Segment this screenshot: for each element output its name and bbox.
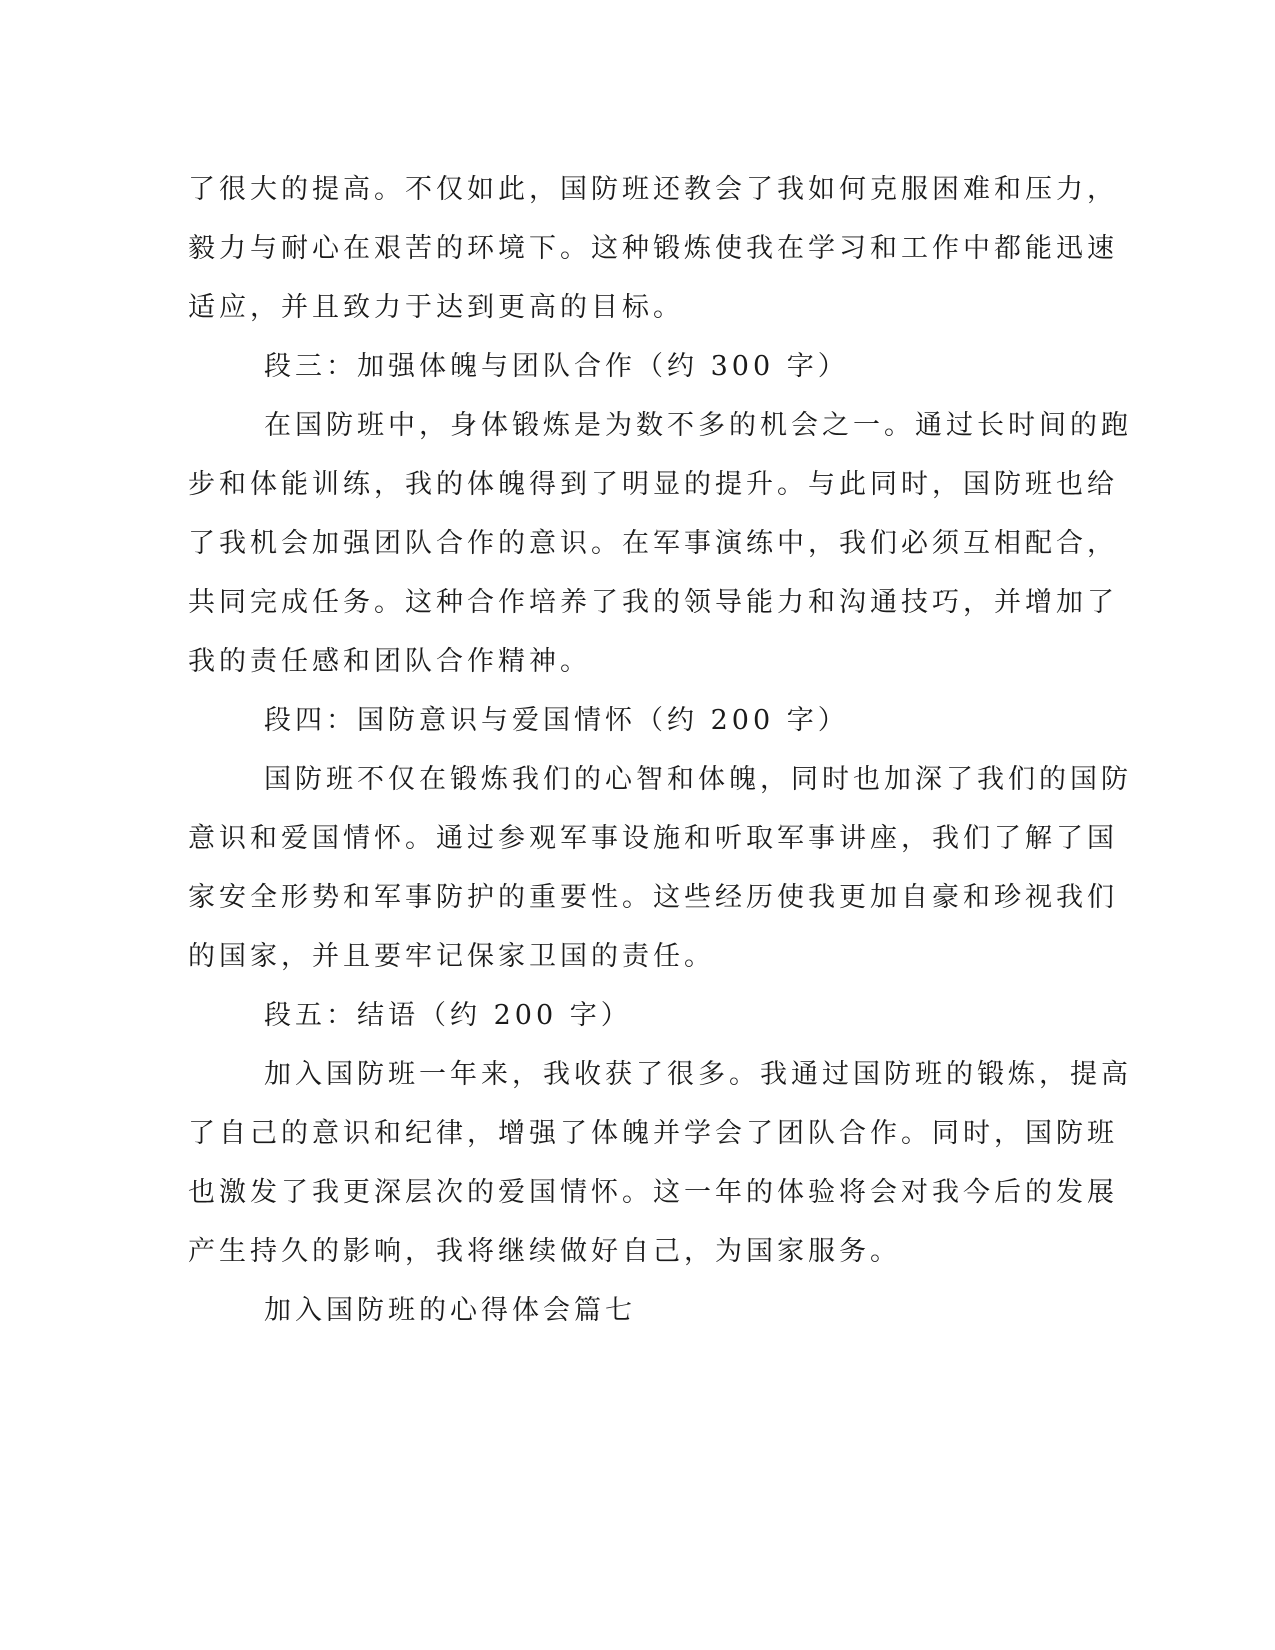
section-heading: 段三：加强体魄与团队合作（约 300 字）: [264, 351, 849, 382]
paragraph-line: 加入国防班一年来，我收获了很多。我通过国防班的锻炼，提高: [264, 1059, 1132, 1090]
paragraph-line: 了我机会加强团队合作的意识。在军事演练中，我们必须互相配合，: [188, 528, 1118, 559]
paragraph-line: 也激发了我更深层次的爱国情怀。这一年的体验将会对我今后的发展: [188, 1177, 1118, 1208]
paragraph-line: 了自己的意识和纪律，增强了体魄并学会了团队合作。同时，国防班: [188, 1118, 1118, 1149]
paragraph-line: 我的责任感和团队合作精神。: [188, 646, 591, 677]
paragraph-line: 毅力与耐心在艰苦的环境下。这种锻炼使我在学习和工作中都能迅速: [188, 233, 1118, 264]
paragraph-line: 了很大的提高。不仅如此，国防班还教会了我如何克服困难和压力，: [188, 174, 1118, 205]
paragraph-line: 意识和爱国情怀。通过参观军事设施和听取军事讲座，我们了解了国: [188, 823, 1118, 854]
article-title: 加入国防班的心得体会篇七: [264, 1295, 636, 1326]
section-heading: 段四：国防意识与爱国情怀（约 200 字）: [264, 705, 849, 736]
paragraph-line: 家安全形势和军事防护的重要性。这些经历使我更加自豪和珍视我们: [188, 882, 1118, 913]
paragraph-line: 国防班不仅在锻炼我们的心智和体魄，同时也加深了我们的国防: [264, 764, 1132, 795]
paragraph-line: 适应，并且致力于达到更高的目标。: [188, 292, 684, 323]
paragraph-line: 在国防班中，身体锻炼是为数不多的机会之一。通过长时间的跑: [264, 410, 1132, 441]
section-heading: 段五：结语（约 200 字）: [264, 1000, 632, 1031]
paragraph-line: 的国家，并且要牢记保家卫国的责任。: [188, 941, 715, 972]
paragraph-line: 产生持久的影响，我将继续做好自己，为国家服务。: [188, 1236, 901, 1267]
paragraph-line: 共同完成任务。这种合作培养了我的领导能力和沟通技巧，并增加了: [188, 587, 1118, 618]
paragraph-line: 步和体能训练，我的体魄得到了明显的提升。与此同时，国防班也给: [188, 469, 1118, 500]
